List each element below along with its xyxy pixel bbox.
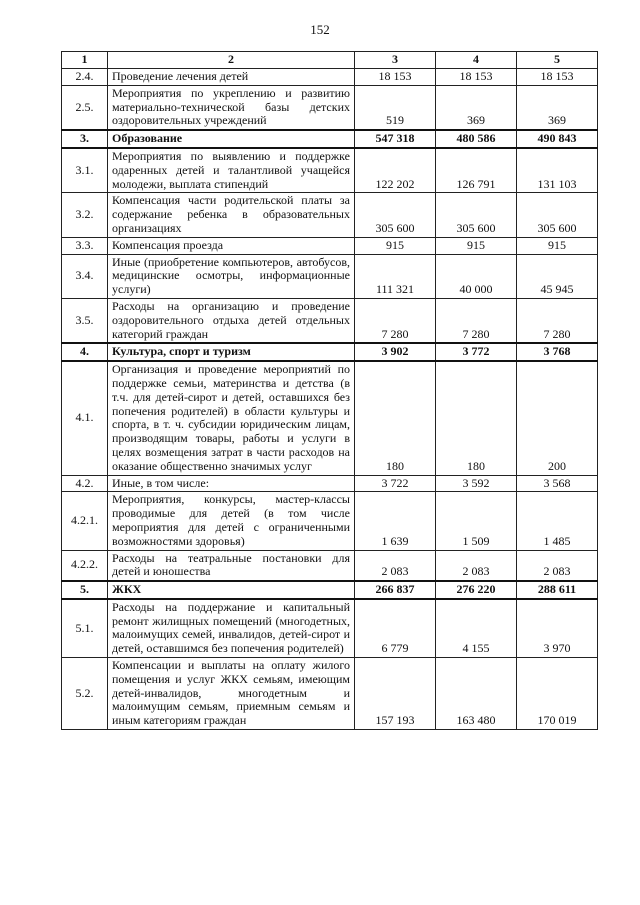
value-col-3: 157 193 — [355, 658, 436, 730]
value-col-3: 305 600 — [355, 193, 436, 237]
table-row — [62, 550, 598, 581]
value-col-4: 480 586 — [436, 130, 517, 148]
table-row — [62, 237, 598, 254]
row-name: Проведение лечения детей — [108, 69, 355, 86]
value-col-5: 369 — [517, 85, 598, 130]
value-col-4: 2 083 — [436, 550, 517, 581]
column-header: 1 — [62, 52, 108, 69]
value-col-5: 1 485 — [517, 492, 598, 550]
value-col-4: 369 — [436, 85, 517, 130]
table-row — [62, 85, 598, 130]
value-col-5: 3 768 — [517, 343, 598, 361]
row-number: 5.2. — [62, 658, 108, 730]
table-row — [62, 361, 598, 475]
row-name: Образование — [108, 130, 355, 148]
value-col-4: 915 — [436, 237, 517, 254]
value-col-4: 3 592 — [436, 475, 517, 492]
value-col-5: 18 153 — [517, 69, 598, 86]
row-name: Организация и проведение мероприятий по поддержке семьи, материнства и детства (в т.ч. для детей-сирот и детей, оставшихся без попечения родителей) в области культуры и спорта, в т. ч. субсидии юридическим лицам, производящим товары, работы и услуги в целях возмещения затрат в части расходов на оказание общественно значимых услуг — [108, 361, 355, 475]
value-col-4: 276 220 — [436, 581, 517, 599]
value-col-3: 7 280 — [355, 298, 436, 343]
row-name: Мероприятия по выявлению и поддержке одаренных детей и талантливой учащейся молодежи, выплата стипендий — [108, 148, 355, 193]
value-col-3: 1 639 — [355, 492, 436, 550]
value-col-3: 915 — [355, 237, 436, 254]
value-col-3: 266 837 — [355, 581, 436, 599]
row-number: 3.4. — [62, 254, 108, 298]
value-col-4: 163 480 — [436, 658, 517, 730]
row-number: 3.2. — [62, 193, 108, 237]
row-name: Мероприятия, конкурсы, мастер-классы проводимые для детей (в том числе мероприятия для детей с ограниченными возможностями здоровья) — [108, 492, 355, 550]
row-number: 4.2.2. — [62, 550, 108, 581]
value-col-3: 6 779 — [355, 599, 436, 658]
row-number: 3.1. — [62, 148, 108, 193]
row-name: ЖКХ — [108, 581, 355, 599]
value-col-5: 3 970 — [517, 599, 598, 658]
value-col-3: 519 — [355, 85, 436, 130]
row-name: Расходы на поддержание и капитальный ремонт жилищных помещений (многодетных, малоимущих семей, инвалидов, детей-сирот и детей, оставшимся без попечения родителей) — [108, 599, 355, 658]
row-name: Культура, спорт и туризм — [108, 343, 355, 361]
value-col-5: 200 — [517, 361, 598, 475]
row-number: 3. — [62, 130, 108, 148]
value-col-4: 40 000 — [436, 254, 517, 298]
value-col-4: 180 — [436, 361, 517, 475]
value-col-5: 45 945 — [517, 254, 598, 298]
table-row — [62, 599, 598, 658]
table-row — [62, 475, 598, 492]
table-row — [62, 492, 598, 550]
row-number: 4.2. — [62, 475, 108, 492]
value-col-3: 111 321 — [355, 254, 436, 298]
table-body — [62, 69, 598, 730]
value-col-5: 7 280 — [517, 298, 598, 343]
row-name: Иные, в том числе: — [108, 475, 355, 492]
row-number: 5. — [62, 581, 108, 599]
value-col-4: 4 155 — [436, 599, 517, 658]
row-name: Компенсация проезда — [108, 237, 355, 254]
column-header: 4 — [436, 52, 517, 69]
row-number: 3.3. — [62, 237, 108, 254]
table-row — [62, 254, 598, 298]
section-row — [62, 343, 598, 361]
row-number: 2.4. — [62, 69, 108, 86]
value-col-3: 122 202 — [355, 148, 436, 193]
row-name: Компенсация части родительской платы за содержание ребенка в образовательных организациях — [108, 193, 355, 237]
value-col-3: 2 083 — [355, 550, 436, 581]
table-row — [62, 298, 598, 343]
value-col-4: 305 600 — [436, 193, 517, 237]
row-name: Расходы на театральные постановки для детей и юношества — [108, 550, 355, 581]
value-col-5: 288 611 — [517, 581, 598, 599]
value-col-3: 3 722 — [355, 475, 436, 492]
value-col-5: 2 083 — [517, 550, 598, 581]
value-col-3: 180 — [355, 361, 436, 475]
value-col-5: 131 103 — [517, 148, 598, 193]
table-header-row — [62, 52, 598, 69]
value-col-5: 305 600 — [517, 193, 598, 237]
table-row — [62, 148, 598, 193]
value-col-5: 170 019 — [517, 658, 598, 730]
value-col-5: 3 568 — [517, 475, 598, 492]
row-name: Мероприятия по укреплению и развитию материально-технической базы детских оздоровительных учреждений — [108, 85, 355, 130]
value-col-4: 1 509 — [436, 492, 517, 550]
budget-table — [61, 51, 598, 730]
value-col-3: 3 902 — [355, 343, 436, 361]
column-header: 5 — [517, 52, 598, 69]
row-number: 3.5. — [62, 298, 108, 343]
table-row — [62, 658, 598, 730]
row-name: Иные (приобретение компьютеров, автобусов, медицинские осмотры, информационные услуги) — [108, 254, 355, 298]
page-number: 152 — [310, 22, 330, 37]
row-number: 5.1. — [62, 599, 108, 658]
column-header: 2 — [108, 52, 355, 69]
row-number: 4. — [62, 343, 108, 361]
value-col-4: 126 791 — [436, 148, 517, 193]
value-col-5: 490 843 — [517, 130, 598, 148]
value-col-3: 547 318 — [355, 130, 436, 148]
value-col-4: 18 153 — [436, 69, 517, 86]
section-row — [62, 581, 598, 599]
section-row — [62, 130, 598, 148]
value-col-4: 7 280 — [436, 298, 517, 343]
row-number: 4.2.1. — [62, 492, 108, 550]
table-row — [62, 193, 598, 237]
row-name: Компенсации и выплаты на оплату жилого помещения и услуг ЖКХ семьям, имеющим детей-инвалидов, многодетным и малоимущим семьям, приемным семьям и иным категориям граждан — [108, 658, 355, 730]
row-number: 2.5. — [62, 85, 108, 130]
value-col-4: 3 772 — [436, 343, 517, 361]
row-number: 4.1. — [62, 361, 108, 475]
value-col-3: 18 153 — [355, 69, 436, 86]
table-row — [62, 69, 598, 86]
column-header: 3 — [355, 52, 436, 69]
value-col-5: 915 — [517, 237, 598, 254]
row-name: Расходы на организацию и проведение оздоровительного отдыха детей отдельных категорий граждан — [108, 298, 355, 343]
